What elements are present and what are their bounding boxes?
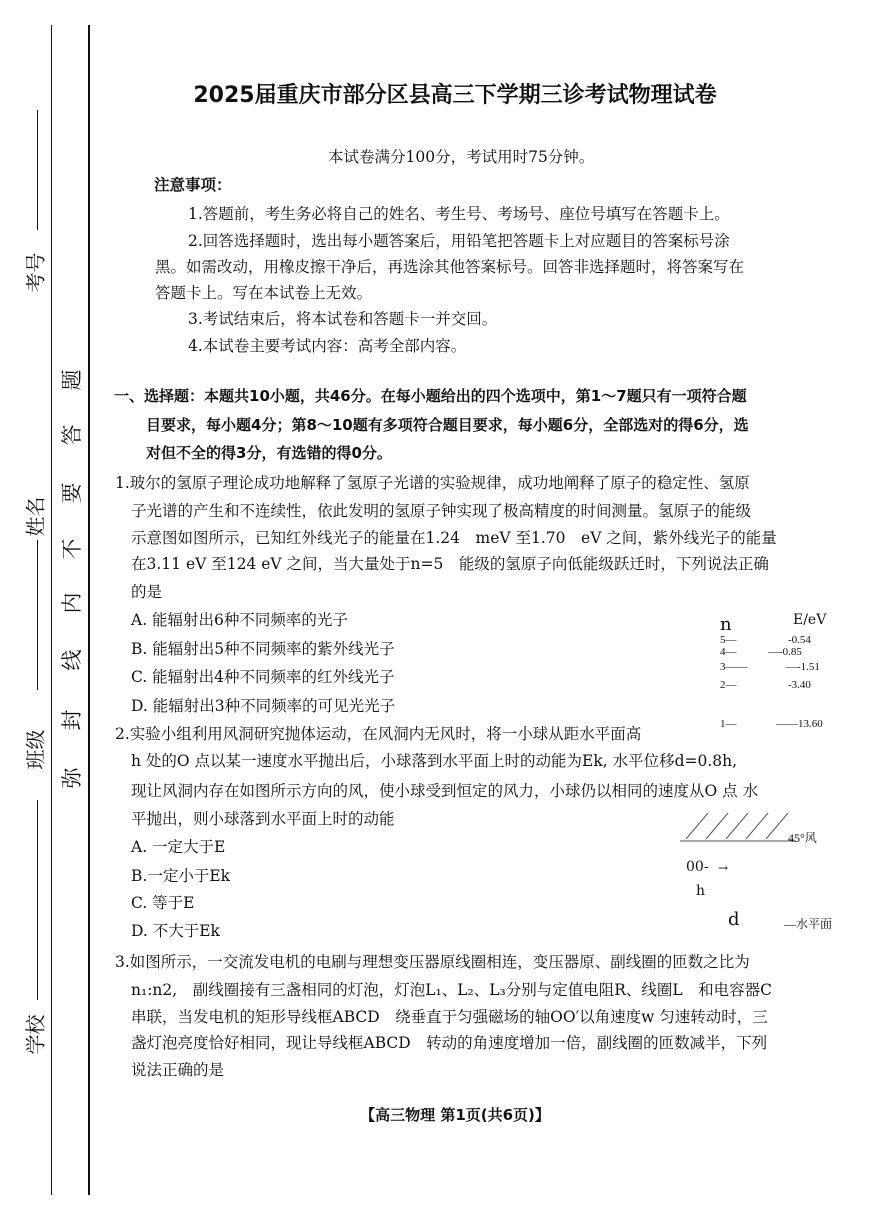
q1-line-5: 的是 [131,583,163,601]
wind-tunnel-diagram [676,805,846,935]
binding-line-right [88,25,90,1195]
q1-line-4: 在3.11 eV 至124 eV 之间，当大量处于n=5 能级的氢原子向低能级跃迁时，下列说法正确 [131,555,769,573]
q1-option-a: A. 能辐射出6种不同频率的光子 [131,611,348,629]
wind-angle-label: 45°风 [788,831,817,845]
seal-char-3: 要 [60,482,84,504]
section1-line-3: 对但不全的得3分，有选错的得0分。 [146,444,392,462]
origin-label: 00- [686,859,709,875]
q1-line-3: 示意图如图所示，已知红外线光子的能量在1.24 meV 至1.70 eV 之间，紫外线光子的能量 [131,529,777,547]
q3-line-3: 串联，当发电机的矩形导线框ABCD 绕垂直于匀强磁场的轴OO′以角速度w 匀速转动时，三 [131,1008,768,1026]
level-3-e: —-1.51 [786,661,820,673]
section1-line-1: 一、选择题：本题共10小题，共46分。在每小题给出的四个选项中，第1～7题只有一项符合题 [114,387,747,405]
level-1-n: 1— [720,718,737,730]
note-line-5: 3.考试结束后，将本试卷和答题卡一并交回。 [188,310,498,328]
note-line-1: 1.答题前，考生务必将自己的姓名、考生号、考场号、座位号填写在答题卡上。 [188,205,730,223]
energy-level-diagram [718,612,838,732]
q2-line-2: h 处的O 点以某一速度水平抛出后，小球落到水平面上时的动能为Ek, 水平位移d=0.8h, [131,752,738,770]
exam-no-field-line [37,110,38,230]
q1-option-d: D. 能辐射出3种不同频率的可见光光子 [131,697,396,715]
binding-line-left [51,25,52,1195]
ground-label: —水平面 [784,917,833,931]
diagram-n-label: n [720,614,732,635]
level-1-e: ——13.60 [776,718,823,730]
q1-line-2: 子光谱的产生和不连续性，依此发明的氢原子钟实现了极高精度的时间测量。氢原子的能级 [131,502,752,520]
seal-char-8: 弥 [60,767,84,789]
q2-line-4: 平抛出，则小球落到水平面上时的动能 [131,810,395,828]
q2-option-a: A. 一定大于E [131,838,226,856]
q2-option-b: B.一定小于Ek [131,867,231,885]
level-5-n: 5— [720,634,737,646]
exam-no-label: 考号 [23,252,48,293]
level-2-n: 2— [720,679,737,691]
q3-line-5: 说法正确的是 [131,1061,225,1079]
seal-char-2: 答 [60,424,84,446]
seal-char-4: 不 [60,538,84,560]
name-field-line [37,540,38,690]
seal-char-7: 封 [60,709,84,731]
note-line-4: 答题卡上。写在本试卷上无效。 [155,284,373,302]
q2-line-1: 2.实验小组利用风洞研究抛体运动，在风洞内无风时，将一小球从距水平面高 [115,725,642,743]
level-3-n: 3—— [720,661,748,673]
level-4-e: —-0.85 [768,646,802,658]
q1-option-c: C. 能辐射出4种不同频率的红外线光子 [131,668,395,686]
note-line-2: 2.回答选择题时，选出每小题答案后，用铅笔把答题卡上对应题目的答案标号涂 [188,232,730,250]
class-field-line [37,800,38,1000]
school-label: 学校 [23,1014,48,1055]
seal-char-6: 线 [60,649,84,671]
q1-line-1: 1.玻尔的氢原子理论成功地解释了氢原子光谱的实验规律，成功地阐释了原子的稳定性、氢原 [115,474,750,492]
q2-option-c: C. 等于E [131,894,195,912]
q2-option-d: D. 不大于Ek [131,922,220,940]
q2-line-3: 现让风洞内存在如图所示方向的风，使小球受到恒定的风力，小球仍以相同的速度从O 点 水 [131,782,759,800]
section1-line-2: 目要求，每小题4分；第8～10题有多项符合题目要求，每小题6分，全部选对的得6分，选 [146,416,749,434]
level-4-n: 4— [720,646,737,658]
velocity-arrow-icon: → [718,861,729,875]
diagram-e-label: E/eV [793,612,827,628]
level-2-e: -3.40 [788,679,811,691]
page-title: 2025届重庆市部分区县高三下学期三诊考试物理试卷 [193,83,717,108]
page-footer: 【高三物理 第1页(共6页)】 [360,1106,550,1124]
note-line-6: 4.本试卷主要考试内容：高考全部内容。 [188,337,467,355]
wind-hatch-icon [678,805,798,845]
seal-char-5: 内 [60,592,84,614]
height-label: h [696,883,706,899]
notes-heading: 注意事项： [154,176,232,194]
level-5-e: -0.54 [788,634,811,646]
distance-label: d [728,909,740,930]
q3-line-1: 3.如图所示，一交流发电机的电刷与理想变压器原线圈相连，变压器原、副线圈的匝数之比为 [115,953,750,971]
q1-option-b: B. 能辐射出5种不同频率的紫外线光子 [131,640,395,658]
q3-line-4: 盏灯泡亮度恰好相同，现让导线框ABCD 转动的角速度增加一倍，副线圈的匝数减半，下列 [131,1034,768,1052]
exam-subtitle: 本试卷满分100分，考试用时75分钟。 [328,148,595,166]
class-label: 班级 [23,729,48,770]
name-label: 姓名 [23,496,48,537]
seal-char-1: 题 [60,369,84,391]
q3-line-2: n₁:n2, 副线圈接有三盏相同的灯泡，灯泡L₁、L₂、L₃分别与定值电阻R、线圈L 和电容器C [131,981,773,999]
note-line-3: 黑。如需改动，用橡皮擦干净后，再选涂其他答案标号。回答非选择题时，将答案写在 [155,258,745,276]
